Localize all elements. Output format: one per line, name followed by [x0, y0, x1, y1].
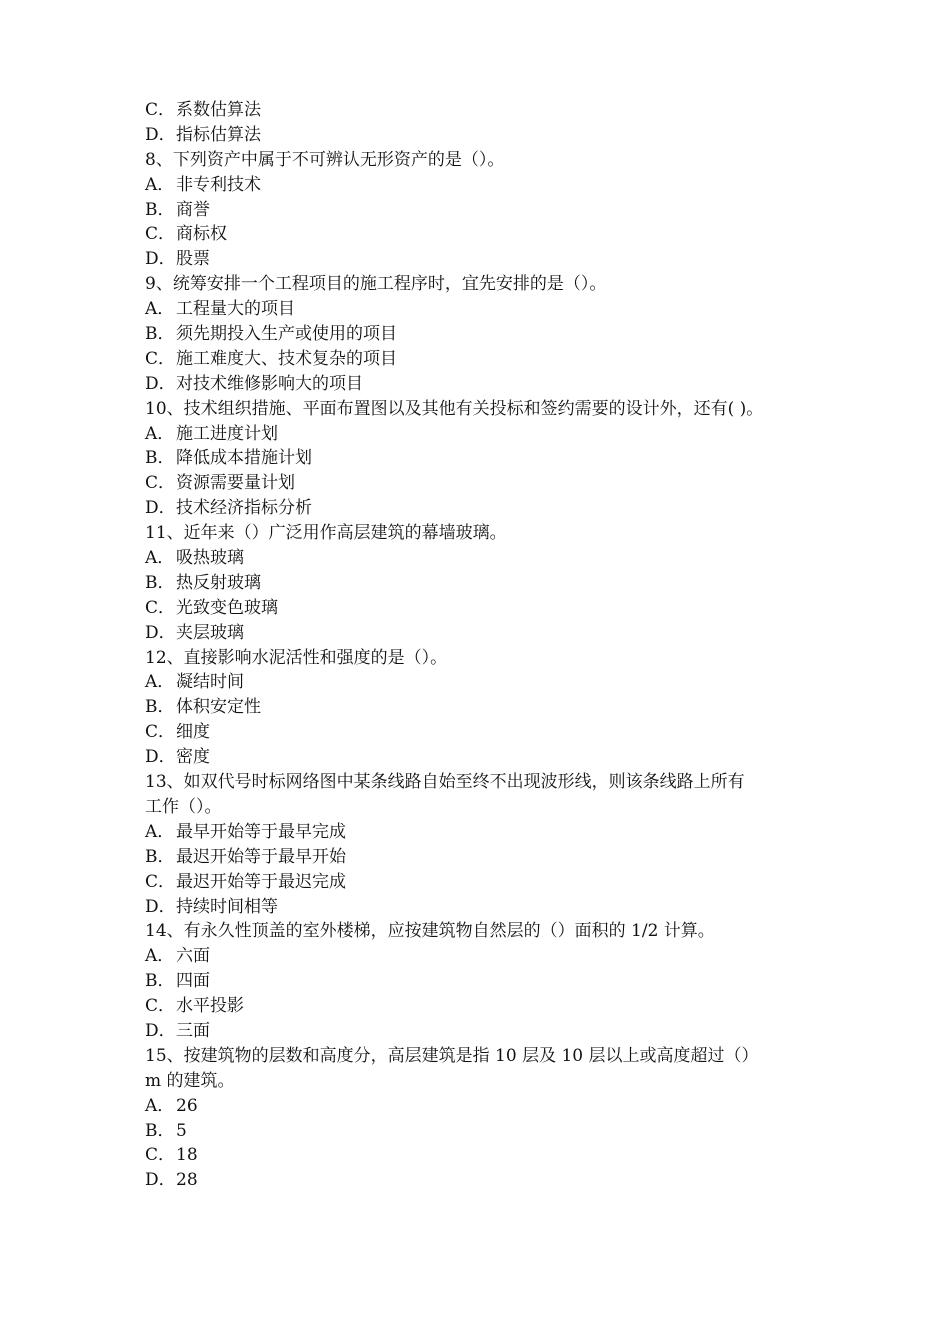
- option-letter: D．: [145, 896, 176, 917]
- answer-option: [145, 446, 815, 471]
- answer-option: [145, 695, 815, 720]
- option-text: 非专利技术: [176, 174, 261, 195]
- question-text: 15、按建筑物的层数和高度分，高层建筑是指 10 层及 10 层以上或高度超过（）: [145, 1045, 759, 1066]
- answer-option: [145, 1094, 815, 1119]
- option-letter: D．: [145, 1020, 176, 1041]
- option-letter: A．: [145, 946, 175, 967]
- answer-option: [145, 820, 815, 845]
- option-letter: A．: [145, 1095, 175, 1116]
- option-letter: D．: [145, 373, 176, 394]
- option-letter: C．: [145, 100, 176, 120]
- answer-option: [145, 994, 815, 1019]
- answer-option: [145, 1143, 815, 1168]
- option-text: 热反射玻璃: [176, 572, 261, 593]
- option-letter: B．: [145, 1120, 175, 1141]
- question-text: 14、有永久性顶盖的室外楼梯，应按建筑物自然层的（）面积的 1/2 计算。: [145, 921, 715, 942]
- option-text: 对技术维修影响大的项目: [176, 373, 363, 394]
- answer-option: [145, 247, 815, 272]
- answer-option: [145, 621, 815, 646]
- question-text: m 的建筑。: [145, 1070, 235, 1091]
- answer-option: [145, 944, 815, 969]
- answer-option: [145, 347, 815, 372]
- option-text: 28: [176, 1170, 198, 1191]
- answer-option: [145, 173, 815, 198]
- option-text: 技术经济指标分析: [176, 498, 312, 519]
- option-letter: B．: [145, 199, 175, 220]
- option-text: 18: [176, 1145, 198, 1166]
- option-text: 商誉: [176, 199, 210, 220]
- option-letter: D．: [145, 747, 176, 768]
- option-text: 降低成本措施计划: [176, 448, 312, 469]
- answer-option: [145, 123, 815, 148]
- option-letter: B．: [145, 846, 175, 867]
- answer-option: [145, 372, 815, 397]
- option-letter: D．: [145, 249, 176, 270]
- option-letter: C．: [145, 473, 176, 494]
- option-text: 四面: [176, 971, 210, 992]
- option-letter: C．: [145, 722, 176, 743]
- option-letter: D．: [145, 622, 176, 643]
- option-letter: A．: [145, 821, 175, 842]
- answer-option: [145, 596, 815, 621]
- option-text: 水平投影: [176, 996, 244, 1017]
- answer-option: [145, 1119, 815, 1144]
- answer-option: [145, 322, 815, 347]
- option-text: 施工进度计划: [176, 423, 278, 444]
- option-letter: B．: [145, 324, 175, 345]
- option-text: 工程量大的项目: [176, 299, 295, 320]
- option-text: 须先期投入生产或使用的项目: [176, 324, 397, 345]
- option-text: 施工难度大、技术复杂的项目: [176, 348, 397, 369]
- question-text: 11、近年来（）广泛用作高层建筑的幕墙玻璃。: [145, 523, 507, 544]
- option-letter: C．: [145, 996, 176, 1017]
- option-letter: B．: [145, 572, 175, 593]
- option-text: 系数估算法: [176, 100, 261, 120]
- option-letter: C．: [145, 871, 176, 892]
- option-text: 六面: [176, 946, 210, 967]
- option-text: 最早开始等于最早完成: [176, 821, 346, 842]
- answer-option: [145, 422, 815, 447]
- option-letter: C．: [145, 597, 176, 618]
- answer-option: [145, 870, 815, 895]
- option-text: 26: [176, 1095, 198, 1116]
- answer-option: [145, 571, 815, 596]
- option-text: 资源需要量计划: [176, 473, 295, 494]
- option-text: 最迟开始等于最迟完成: [176, 871, 346, 892]
- answer-option: [145, 198, 815, 223]
- question-text: 8、下列资产中属于不可辨认无形资产的是（）。: [145, 149, 505, 170]
- answer-option: [145, 670, 815, 695]
- option-letter: D．: [145, 1170, 176, 1191]
- answer-option: [145, 297, 815, 322]
- option-text: 5: [176, 1120, 187, 1141]
- answer-option: [145, 745, 815, 770]
- question-text: 10、技术组织措施、平面布置图以及其他有关投标和签约需要的设计外，还有( )。: [145, 398, 764, 419]
- option-text: 股票: [176, 249, 210, 270]
- answer-option: [145, 546, 815, 571]
- option-letter: B．: [145, 697, 175, 718]
- question-text: 13、如双代号时标网络图中某条线路自始至终不出现波形线，则该条线路上所有: [145, 772, 745, 793]
- option-letter: C．: [145, 1145, 176, 1166]
- question-text: 12、直接影响水泥活性和强度的是（）。: [145, 647, 448, 668]
- answer-option: [145, 1019, 815, 1044]
- option-text: 最迟开始等于最早开始: [176, 846, 346, 867]
- option-text: 指标估算法: [176, 124, 261, 145]
- option-text: 凝结时间: [176, 672, 244, 693]
- option-letter: C．: [145, 224, 176, 245]
- option-letter: A．: [145, 299, 175, 320]
- option-letter: D．: [145, 498, 176, 519]
- question-list: [145, 98, 815, 1193]
- option-letter: A．: [145, 548, 175, 569]
- option-text: 细度: [176, 722, 210, 743]
- answer-option: [145, 471, 815, 496]
- option-letter: A．: [145, 672, 175, 693]
- option-text: 三面: [176, 1020, 210, 1041]
- answer-option: [145, 720, 815, 745]
- option-text: 体积安定性: [176, 697, 261, 718]
- option-text: 持续时间相等: [176, 896, 278, 917]
- answer-option: [145, 969, 815, 994]
- option-letter: D．: [145, 124, 176, 145]
- answer-option: [145, 98, 815, 123]
- option-text: 密度: [176, 747, 210, 768]
- answer-option: [145, 895, 815, 920]
- option-letter: C．: [145, 348, 176, 369]
- option-letter: A．: [145, 174, 175, 195]
- question-text: 9、统筹安排一个工程项目的施工程序时，宜先安排的是（）。: [145, 274, 607, 295]
- option-text: 光致变色玻璃: [176, 597, 278, 618]
- answer-option: [145, 845, 815, 870]
- option-letter: B．: [145, 448, 175, 469]
- answer-option: [145, 1168, 815, 1193]
- option-text: 商标权: [176, 224, 227, 245]
- option-text: 吸热玻璃: [176, 548, 244, 569]
- option-text: 夹层玻璃: [176, 622, 244, 643]
- answer-option: [145, 496, 815, 521]
- answer-option: [145, 222, 815, 247]
- option-letter: B．: [145, 971, 175, 992]
- question-text: 工作（）。: [145, 796, 222, 817]
- option-letter: A．: [145, 423, 175, 444]
